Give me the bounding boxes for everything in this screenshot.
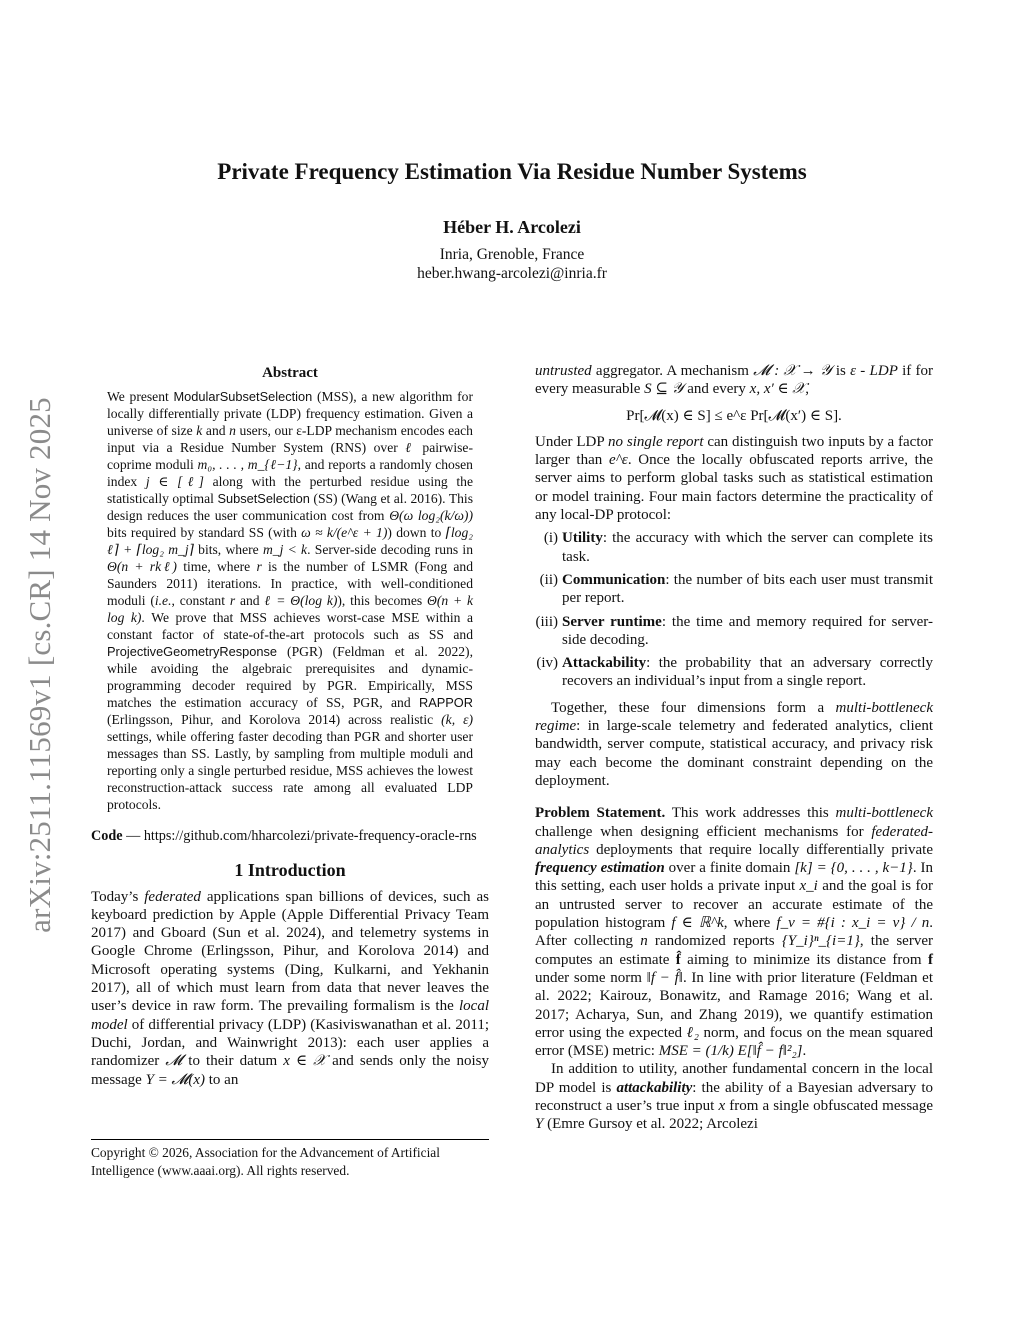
rappor-name: RAPPOR	[418, 695, 473, 711]
author-affiliation: Inria, Grenoble, France	[439, 246, 585, 263]
attackability-paragraph: In addition to utility, another fundamental concern in the local DP model is attackability: the ability of a Bayesian adversary to reconstruct a user’s true input x from a single obfuscated message Y (Emre Gursoy et al. 2022; Arcolezi	[535, 1061, 933, 1133]
ldp-explanation: Under LDP no single report can distinguish two inputs by a factor larger than e^ε. Once the locally obfuscated reports arrive, the server aims to perform global tasks such as statistical estimation or model training. Four main factors determine the practicality of any local-DP protocol:	[535, 433, 933, 524]
paper-title: Private Frequency Estimation Via Residue Number Systems	[217, 159, 807, 184]
ldp-equation: Pr[𝓜(x) ∈ S] ≤ e^ε Pr[𝓜(x′) ∈ S].	[626, 407, 842, 424]
problem-statement: Problem Statement. This work addresses this multi-bottleneck challenge when designing efficient mechanisms for federated-analytics deployments that require locally differentially private frequency estimation over a finite domain [k] = {0, . . . , k−1}. In this setting, each user holds a private input x_i and the goal is for an untrusted server to recover an accurate estimate of the population histogram f ∈ ℝ^k, where f_v = #{i : x_i = v} / n. After collecting n randomized reports {Y_i}ⁿ_{i=1}, the server computes an estimate f̂ aiming to minimize its distance from f under some norm ‖f − f̂‖. In line with prior literature (Feldman et al. 2022; Kairouz, Bonawitz, and Ramage 2016; Wang et al. 2017; Acharya, Sun, and Zhang 2019), we quantify estimation error using the expected ℓ₂ norm, and focus on the mean squared error (MSE) metric: MSE = (1/k) E[‖f̂ − f‖²₂].	[535, 805, 934, 1060]
ss-name: SubsetSelection	[217, 491, 310, 507]
arxiv-identifier: arXiv:2511.11569v1 [cs.CR] 14 Nov 2025	[22, 397, 57, 933]
list-item: (iii) Server runtime: the time and memory required for server-side decoding.	[535, 613, 933, 648]
factors-list	[535, 529, 933, 690]
arxiv-sidebar	[14, 360, 66, 970]
intro-paragraph: Today’s federated applications span billions of devices, such as keyboard prediction by Apple (Apple Differential Privacy Team 2017) and Gboard (Sun et al. 2024), and telemetry systems in Google Chrome (Erlingsson, Pihur, and Korolova 2014) and Microsoft operating systems (Ding, Kulkarni, and Yekhanin 2017), all of which must learn from data that never leaves the user’s device in raw form. The prevailing formalism is the local model of differential privacy (LDP) (Kasiviswanathan et al. 2011; Duchi, Jordan, and Wainwright 2013): each user applies a randomizer 𝓜 to their datum x ∈ 𝒳 and sends only the noisy message Y = 𝓜(x) to an	[91, 888, 489, 1088]
list-item: (i) Utility: the accuracy with which the server can complete its task.	[543, 530, 933, 565]
author-email: heber.hwang-arcolezi@inria.fr	[417, 265, 607, 282]
abstract-heading: Abstract	[262, 365, 318, 381]
list-item: (iv) Attackability: the probability that an adversary correctly recovers an individual’s input from a single report.	[536, 655, 933, 690]
left-column	[91, 364, 489, 1089]
list-item: (ii) Communication: the number of bits each user must transmit per report.	[539, 571, 933, 607]
right-column	[535, 362, 933, 1134]
abstract-text: We present ModularSubsetSelection (MSS), a new algorithm for locally differentially private (LDP) frequency estimation. Given a universe of size k and n users, our ε-LDP mechanism encodes each input via a Residue Number System (RNS) over ℓ pairwise-coprime moduli m₀, . . . , m_{ℓ−1}, and reports a randomly chosen index j ∈ [ℓ] along with the perturbed residue using the statistically optimal SubsetSelection (SS) (Wang et al. 2016). This design reduces the user communication cost from Θ(ω log₂(k/ω)) bits required by standard SS (with ω ≈ k/(e^ε + 1)) down to ⌈log₂ ℓ⌉ + ⌈log₂ m_j⌉ bits, where m_j < k. Server-side decoding runs in Θ(n + rkℓ) time, where r is the number of LSMR (Fong and Saunders 2011) iterations. In practice, with well-conditioned moduli (i.e., constant r and ℓ = Θ(log k)), this becomes Θ(n + k log k). We prove that MSS achieves worst-case MSE within a constant factor of state-of-the-art protocols such as SS and ProjectiveGeometryResponse (PGR) (Feldman et al. 2022), while avoiding the algebraic prerequisites and dynamic-programming decoder required by PGR. Empirically, MSS matches the estimation accuracy of SS, PGR, and RAPPOR (Erlingsson, Pihur, and Korolova 2014) across realistic (k, ε) settings, while offering faster decoding than PGR and shorter user messages than SS. Lastly, by sampling from multiple moduli and reporting only a single perturbed residue, MSS achieves the lowest reconstruction-attack success rate among all evaluated LDP protocols.	[107, 389, 474, 813]
author-name: Héber H. Arcolezi	[443, 217, 581, 237]
copyright-notice: Copyright © 2026, Association for the Advancement of Artificial Intelligence (www.aaai.org). All rights reserved.	[91, 1139, 489, 1179]
introduction-heading: 1 Introduction	[234, 860, 346, 881]
ldp-definition: untrusted aggregator. A mechanism 𝓜 : 𝒳 → 𝒴 is ε - LDP if for every measurable S ⊆ 𝒴 and every x, x′ ∈ 𝒳,	[535, 363, 933, 398]
code-link[interactable]: Code — https://github.com/hharcolezi/private-frequency-oracle-rns	[91, 828, 477, 845]
multi-bottleneck-paragraph: Together, these four dimensions form a multi-bottleneck regime: in large-scale telemetry and federated analytics, client bandwidth, server compute, statistical accuracy, and privacy risk may each become the dominant constraint depending on the deployment.	[535, 699, 933, 789]
pgr-name: ProjectiveGeometryResponse	[107, 644, 277, 660]
mss-name: ModularSubsetSelection	[173, 389, 313, 405]
